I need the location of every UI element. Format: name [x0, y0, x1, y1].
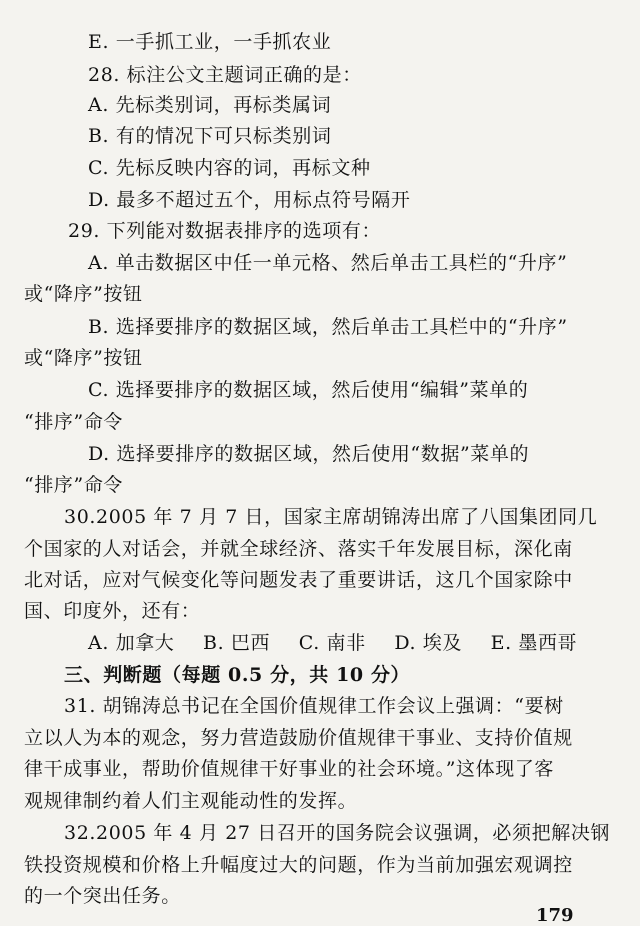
q32-l1: 32.2005 年 4 月 27 日召开的国务院会议强调，必须把解决钢	[64, 822, 611, 844]
q29-option-a-cont: 或“降序”按钮	[24, 283, 143, 305]
q30-question-l4: 国、印度外，还有：	[24, 600, 201, 622]
q29-option-b: B. 选择要排序的数据区域，然后单击工具栏中的“升序”	[88, 316, 568, 338]
q28-option-b: B. 有的情况下可只标类别词	[88, 125, 332, 147]
q30-options	[88, 631, 640, 655]
q29-option-a: A. 单击数据区中任一单元格、然后单击工具栏的“升序”	[88, 252, 568, 274]
q29-option-b-cont: 或“降序”按钮	[24, 347, 143, 369]
q29-option-d-cont: “排序”命令	[24, 474, 124, 496]
q30-option-c: C. 南非	[298, 632, 366, 654]
q29-option-c-cont: “排序”命令	[24, 411, 124, 433]
q27-option-e: E. 一手抓工业，一手抓农业	[88, 31, 332, 53]
q30-option-a: A. 加拿大	[88, 632, 175, 654]
q28-option-d: D. 最多不超过五个，用标点符号隔开	[88, 189, 411, 211]
q28-option-c: C. 先标反映内容的词，再标文种	[88, 157, 371, 179]
q32-l3: 的一个突出任务。	[24, 885, 181, 907]
q31-l3: 律干成事业，帮助价值规律干好事业的社会环境。”这体现了客	[24, 758, 555, 780]
q28-question: 28. 标注公文主题词正确的是：	[88, 64, 362, 86]
q30-option-b: B. 巴西	[203, 632, 271, 654]
q31-l4: 观规律制约着人们主观能动性的发挥。	[24, 790, 358, 812]
q30-question-l3: 北对话，应对气候变化等问题发表了重要讲话，这几个国家除中	[24, 569, 573, 591]
q29-option-c: C. 选择要排序的数据区域，然后使用“编辑”菜单的	[88, 379, 529, 401]
q29-question: 29. 下列能对数据表排序的选项有：	[68, 220, 382, 242]
q28-option-a: A. 先标类别词，再标类属词	[88, 94, 332, 116]
q31-l1: 31. 胡锦涛总书记在全国价值规律工作会议上强调：“要树	[64, 695, 564, 717]
q29-option-d: D. 选择要排序的数据区域，然后使用“数据”菜单的	[88, 443, 530, 465]
q30-option-d: D. 埃及	[394, 632, 462, 654]
q32-l2: 铁投资规模和价格上升幅度过大的问题，作为当前加强宏观调控	[24, 854, 573, 876]
q30-question-l1: 30.2005 年 7 月 7 日，国家主席胡锦涛出席了八国集团同几	[64, 506, 598, 528]
q30-option-e: E. 墨西哥	[490, 632, 578, 654]
q31-l2: 立以人为本的观念，努力营造鼓励价值规律干事业、支持价值规	[24, 727, 573, 749]
section-heading: 三、判断题（每题 0.5 分，共 10 分）	[64, 664, 411, 686]
q30-question-l2: 个国家的人对话会，并就全球经济、落实千年发展目标，深化南	[24, 538, 573, 560]
page-number: 179	[536, 905, 574, 926]
